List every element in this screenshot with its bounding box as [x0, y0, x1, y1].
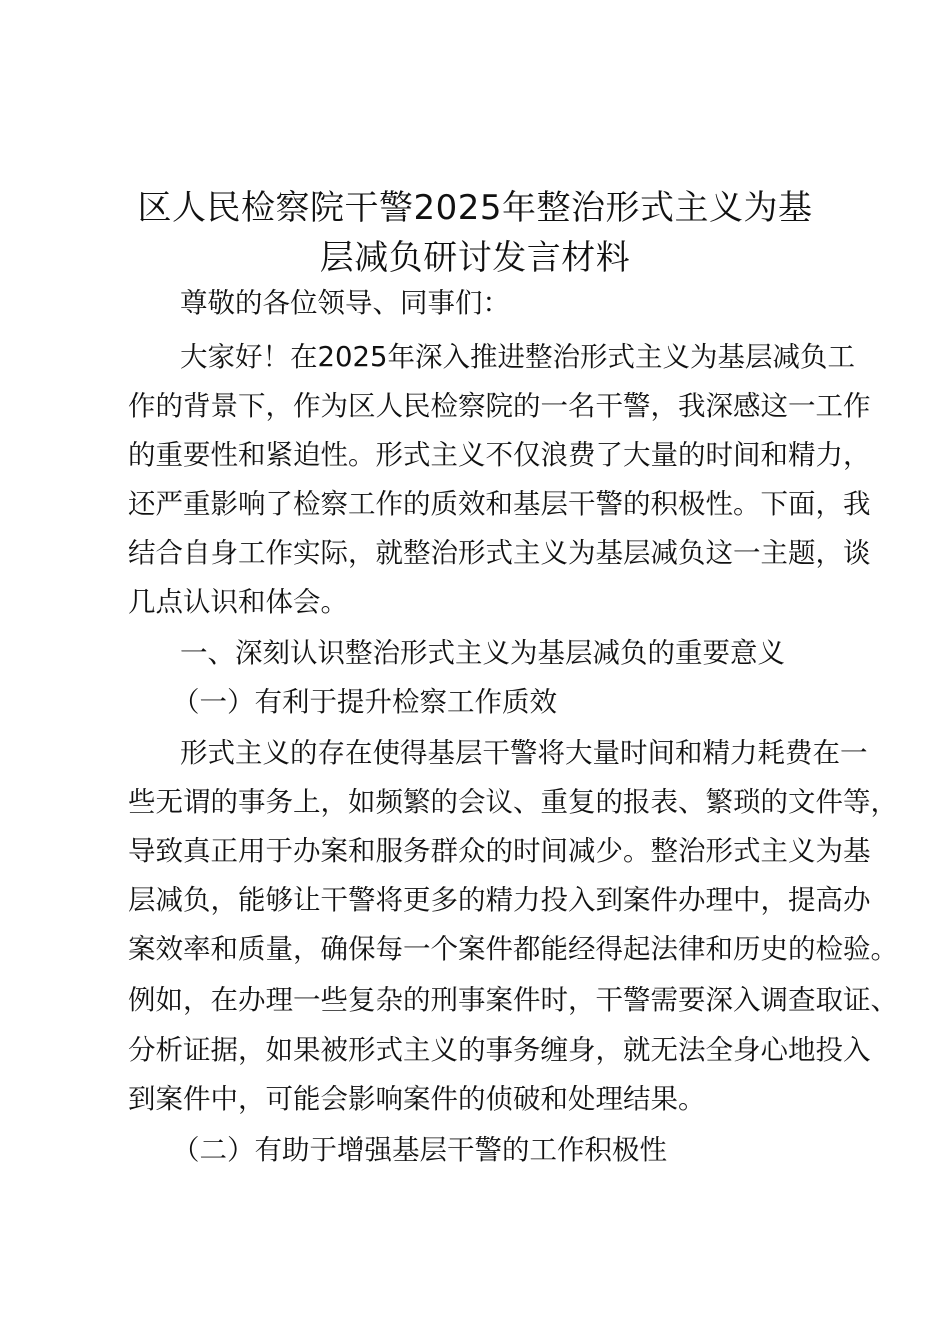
intro-line-2: 作的背景下，作为区人民检察院的一名干警，我深感这一工作 [128, 390, 871, 422]
intro-line-3: 的重要性和紧迫性。形式主义不仅浪费了大量的时间和精力， [128, 439, 871, 471]
sub1-body-line-5: 案效率和质量，确保每一个案件都能经得起法律和历史的检验。 [128, 933, 898, 965]
subsection-2-heading: （二）有助于增强基层干警的工作积极性 [172, 1134, 667, 1166]
document-title-line-1: 区人民检察院干警2025年整治形式主义为基 [137, 188, 813, 228]
sub1-body-line-8: 到案件中，可能会影响案件的侦破和处理结果。 [128, 1083, 706, 1115]
section-1-heading: 一、深刻认识整治形式主义为基层减负的重要意义 [180, 637, 785, 669]
salutation: 尊敬的各位领导、同事们： [180, 287, 510, 319]
sub1-body-line-1: 形式主义的存在使得基层干警将大量时间和精力耗费在一 [180, 737, 868, 769]
sub1-body-line-6: 例如，在办理一些复杂的刑事案件时，干警需要深入调查取证、 [128, 984, 898, 1016]
sub1-body-line-3: 导致真正用于办案和服务群众的时间减少。整治形式主义为基 [128, 835, 871, 867]
intro-line-4: 还严重影响了检察工作的质效和基层干警的积极性。下面，我 [128, 488, 871, 520]
sub1-body-line-4: 层减负，能够让干警将更多的精力投入到案件办理中，提高办 [128, 884, 871, 916]
intro-line-5: 结合自身工作实际，就整治形式主义为基层减负这一主题，谈 [128, 537, 871, 569]
sub1-body-line-7: 分析证据，如果被形式主义的事务缠身，就无法全身心地投入 [128, 1034, 871, 1066]
sub1-body-line-2: 些无谓的事务上，如频繁的会议、重复的报表、繁琐的文件等， [128, 786, 898, 818]
intro-line-6: 几点认识和体会。 [128, 586, 348, 618]
intro-line-1: 大家好！在2025年深入推进整治形式主义为基层减负工 [180, 341, 855, 373]
document-title-line-2: 层减负研讨发言材料 [319, 238, 631, 278]
subsection-1-heading: （一）有利于提升检察工作质效 [172, 686, 557, 718]
